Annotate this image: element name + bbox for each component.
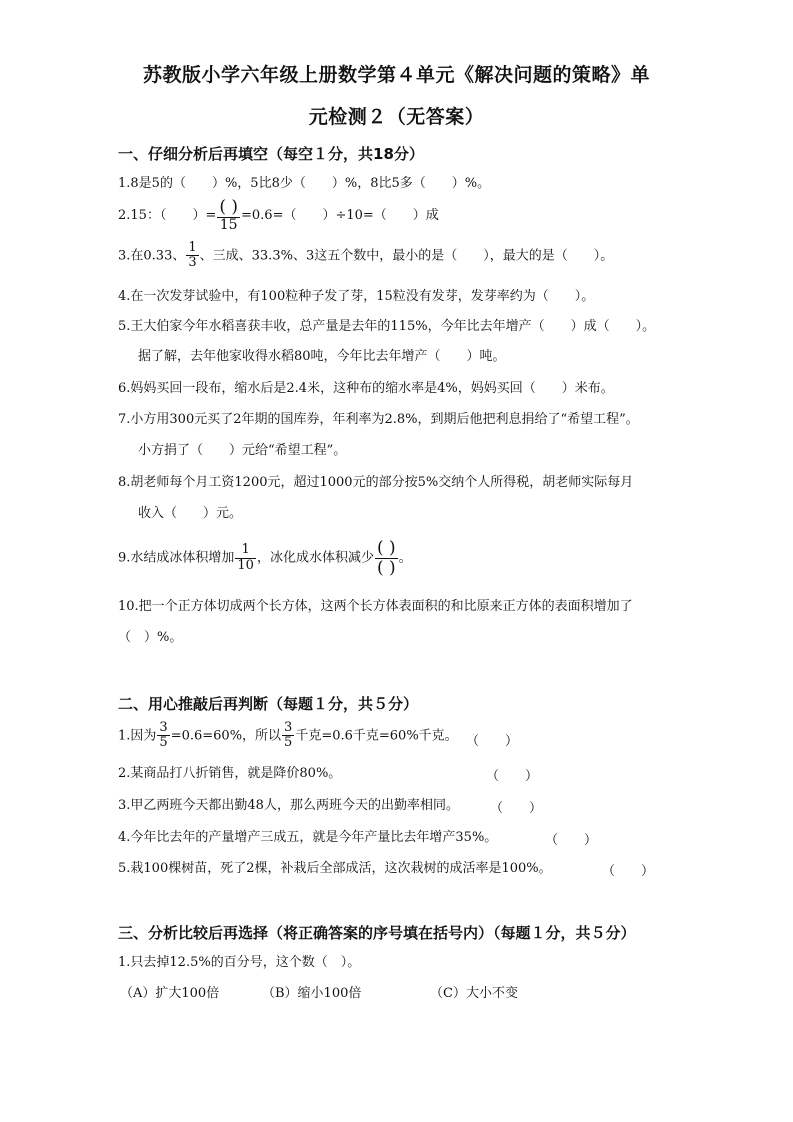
s1-q9-text-b: ，冰化成水体积减少 [256, 550, 374, 566]
section2-heading: 二、用心推敲后再判断（每题１分，共５分） [118, 695, 419, 713]
s1-q3-text-a: 3.在0.33、 [118, 248, 186, 264]
s3-question-1: 1.只去掉12.5%的百分号，这个数（ ）。 [118, 955, 361, 970]
s2-q5-answer-paren[interactable]: （ ） [602, 864, 655, 879]
s1-question-8-line1: 8.胡老师每个月工资1200元，超过1000元的部分按5%交纳个人所得税，胡老师实际每月 [118, 475, 634, 490]
s1-q9-blank-numerator: ( ) [376, 538, 396, 558]
s1-question-7-line2: 小方捐了（ ）元给“希望工程”。 [138, 443, 347, 458]
s1-q3-fraction-denominator: 3 [188, 255, 197, 271]
s2-q1-text-c: 千克=0.6千克=60%千克。 [295, 728, 458, 744]
s2-q1-fraction-1-denominator: 5 [159, 735, 168, 751]
s1-question-2 [118, 198, 439, 233]
s1-question-10-line2: （ ）%。 [118, 630, 183, 645]
s1-q2-text-b: =0.6=（ ）÷10=（ ）成 [241, 208, 439, 224]
s2-q1-fraction-2 [282, 721, 294, 751]
s1-q3-fraction-numerator: 1 [188, 240, 197, 255]
s2-question-4: 4.今年比去年的产量增产三成五，就是今年产量比去年增产35%。 [118, 830, 498, 845]
s2-question-2: 2.某商品打八折销售，就是降价80%。 [118, 766, 342, 781]
s2-q1-fraction-1 [157, 721, 169, 751]
s1-q3-text-b: 、三成、33.3%、3这五个数中，最小的是（ ），最大的是（ ）。 [199, 248, 614, 264]
s2-q1-fraction-2-numerator: 3 [284, 720, 293, 735]
s1-question-5-line1: 5.王大伯家今年水稻喜获丰收，总产量是去年的115%，今年比去年增产（ ）成（ ）。 [118, 319, 656, 334]
section3-heading: 三、分析比较后再选择（将正确答案的序号填在括号内）（每题１分，共５分） [118, 924, 636, 942]
s1-q9-blank-fraction [375, 539, 398, 577]
s2-q1-fraction-1-numerator: 3 [159, 720, 168, 735]
s1-q2-text-a: 2.15：（ ）= [118, 208, 217, 224]
s3-q1-option-c[interactable]: （C）大小不变 [430, 986, 518, 1001]
s2-q1-fraction-2-denominator: 5 [284, 735, 293, 751]
s1-question-10-line1: 10.把一个正方体切成两个长方体，这两个长方体表面积的和比原来正方体的表面积增加了 [118, 599, 633, 614]
s1-question-1: 1.8是5的（ ）%，5比8少（ ）%，8比5多（ ）%。 [118, 176, 491, 191]
s1-question-4: 4.在一次发芽试验中，有100粒种子发了芽，15粒没有发芽，发芽率约为（ ）。 [118, 289, 595, 304]
s1-q2-fraction-numerator: ( ) [219, 197, 239, 217]
s1-q9-fraction [235, 543, 256, 573]
s1-question-7-line1: 7.小方用300元买了2年期的国库券，年利率为2.8%，到期后他把利息捐给了“希望工程”。 [118, 412, 639, 427]
s2-q4-answer-paren[interactable]: （ ） [545, 833, 598, 848]
s1-q9-text-a: 9.水结成冰体积增加 [118, 550, 235, 566]
s1-question-9 [118, 539, 412, 577]
s2-q1-text-a: 1.因为 [118, 728, 157, 744]
s2-question-3: 3.甲乙两班今天都出勤48人，那么两班今天的出勤率相同。 [118, 798, 459, 813]
s1-q3-fraction [186, 241, 198, 271]
s1-question-6: 6.妈妈买回一段布，缩水后是2.4米，这种布的缩水率是4%，妈妈买回（ ）米布。 [118, 381, 614, 396]
s2-q3-answer-paren[interactable]: （ ） [490, 801, 543, 816]
s1-q2-fraction [217, 198, 240, 233]
s1-question-3 [118, 241, 613, 271]
page-title-line1: 苏教版小学六年级上册数学第４单元《解决问题的策略》单 [142, 64, 650, 86]
s3-q1-option-b[interactable]: （B）缩小100倍 [262, 986, 362, 1001]
s1-q9-blank-denominator: ( ) [376, 557, 396, 578]
s1-question-8-line2: 收入（ ）元。 [138, 506, 243, 521]
s2-question-1 [118, 721, 458, 751]
s1-q2-fraction-denominator: 15 [219, 216, 238, 233]
s1-q9-fraction-numerator: 1 [235, 543, 256, 558]
s1-q9-text-c: 。 [398, 550, 412, 566]
s1-q9-fraction-denominator: 10 [237, 557, 254, 573]
s2-q1-answer-paren[interactable]: （ ） [466, 734, 519, 749]
s3-q1-option-a[interactable]: （A）扩大100倍 [120, 986, 220, 1001]
s2-question-5: 5.栽100棵树苗，死了2棵，补栽后全部成活，这次栽树的成活率是100%。 [118, 861, 552, 876]
s1-question-5-line2: 据了解，去年他家收得水稻80吨，今年比去年增产（ ）吨。 [138, 349, 506, 364]
section1-heading: 一、仔细分析后再填空（每空１分，共18分） [118, 145, 424, 163]
s2-q1-text-b: =0.6=60%，所以 [170, 728, 282, 744]
s2-q2-answer-paren[interactable]: （ ） [486, 769, 539, 784]
page-title-line2: 元检测２（无答案） [308, 106, 485, 128]
